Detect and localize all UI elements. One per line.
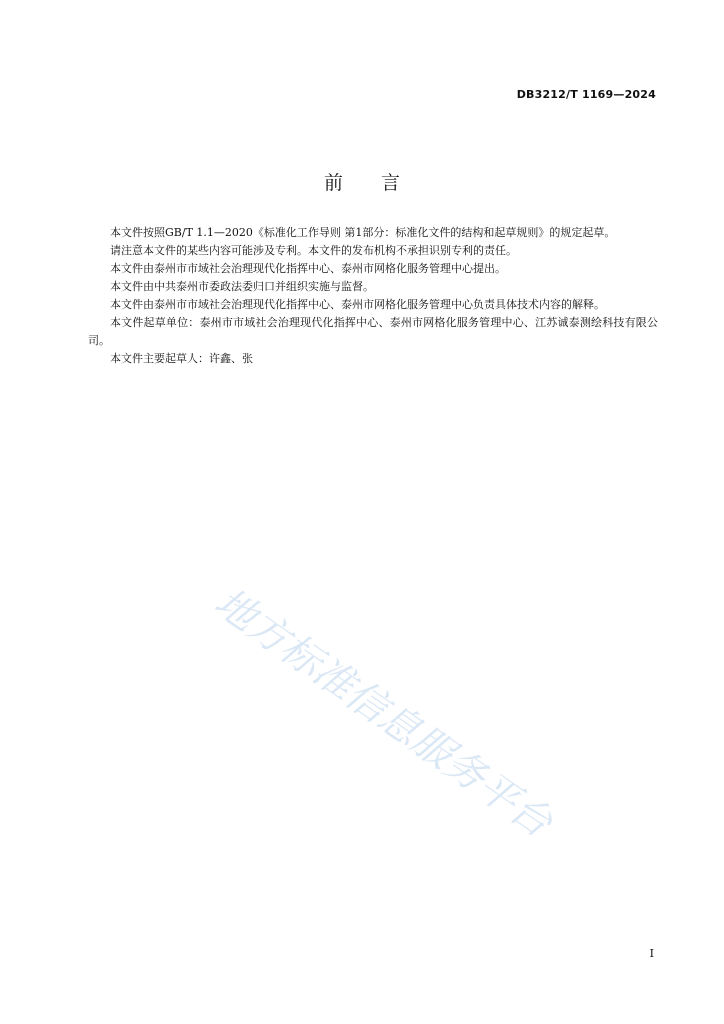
paragraph-patent-notice: 请注意本文件的某些内容可能涉及专利。本文件的发布机构不承担识别专利的责任。 bbox=[110, 244, 517, 257]
paragraph-interpreter: 本文件由泰州市市域社会治理现代化指挥中心、泰州市网格化服务管理中心负责具体技术内容的解释。 bbox=[110, 298, 605, 311]
paragraph-drafting-rules: 本文件按照GB/T 1.1—2020《标准化工作导则 第1部分：标准化文件的结构和起草规则》的规定起草。 bbox=[110, 226, 616, 239]
watermark: 地方标准信息服务平台 bbox=[205, 579, 561, 847]
page-title: 前言 bbox=[323, 172, 438, 194]
paragraph-administrator: 本文件由中共泰州市委政法委归口并组织实施与监督。 bbox=[110, 280, 374, 293]
page-number: I bbox=[649, 947, 654, 960]
foreword-body bbox=[88, 224, 658, 368]
paragraph-drafting-units: 本文件起草单位：泰州市市域社会治理现代化指挥中心、泰州市网格化服务管理中心、江苏诚泰测绘科技有限公司。 bbox=[88, 316, 658, 347]
document-code: DB3212/T 1169—2024 bbox=[516, 88, 656, 101]
paragraph-proposer: 本文件由泰州市市域社会治理现代化指挥中心、泰州市网格化服务管理中心提出。 bbox=[110, 262, 506, 275]
paragraph-drafters: 本文件主要起草人：许鑫、张 bbox=[110, 352, 253, 365]
